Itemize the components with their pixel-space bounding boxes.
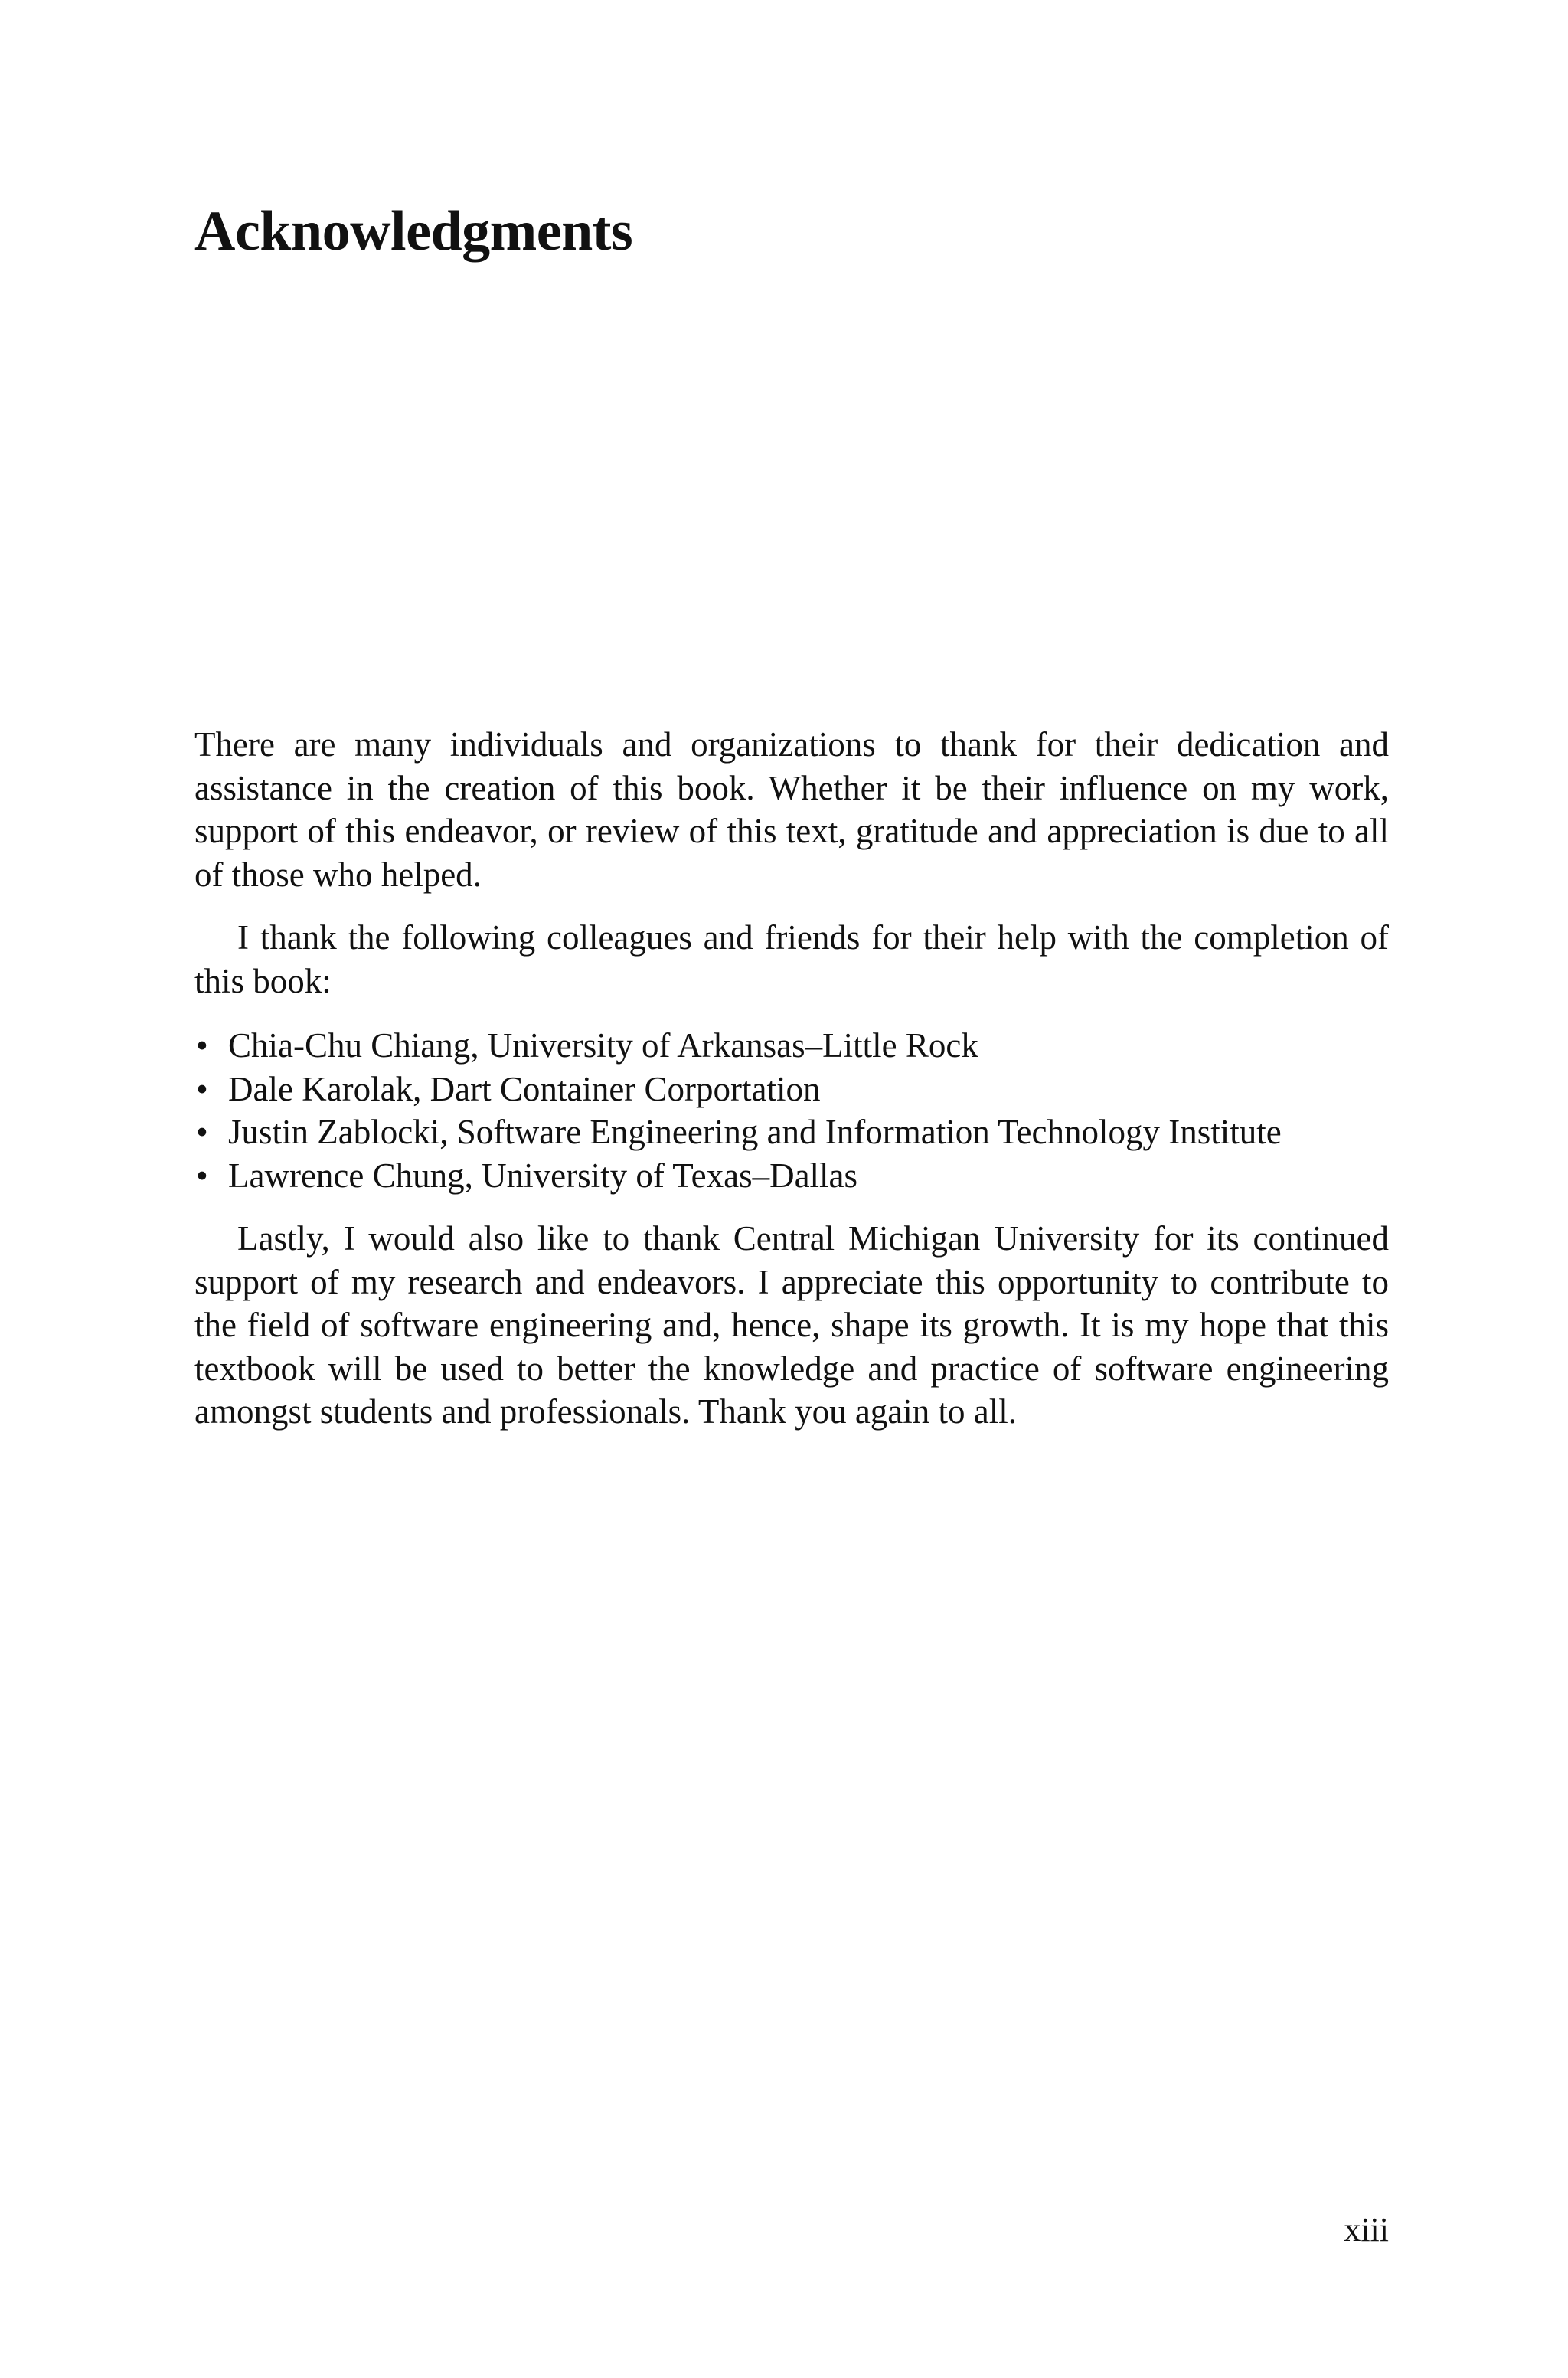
page-number: xiii [1344,2211,1389,2249]
bullet-marker: • [196,1069,208,1108]
closing-paragraph: Lastly, I would also like to thank Central Michigan University for its continued support of my research and endeavors. I appreciate this opportunity to contribute to the field of software engineering and, hence, shape its growth. It is my hope that this textbook will be used to better the knowledge and practice of software engineering amongst students and professionals. Thank you again to all. [194,1219,1389,1431]
colleagues-intro-paragraph: I thank the following colleagues and friends for their help with the completion of this book: [194,918,1389,1000]
list-item [194,1024,1389,1068]
bullet-marker: • [196,1113,208,1151]
intro-paragraph: There are many individuals and organizations to thank for their dedication and assistance in the creation of this book. Whether it be their influence on my work, support of this endeavor, or review of this text, gratitude and appreciation is due to all of those who helped. [194,725,1389,894]
list-item [194,1110,1389,1154]
colleague-name: Dale Karolak, Dart Container Corportation [228,1069,821,1108]
colleague-list [194,1024,1389,1197]
list-item [194,1154,1389,1198]
bullet-marker: • [196,1026,208,1065]
page-title: Acknowledgments [194,200,633,263]
colleague-name: Justin Zablocki, Software Engineering and Information Technology Institute [228,1113,1282,1151]
list-item [194,1068,1389,1111]
colleague-name: Lawrence Chung, University of Texas–Dallas [228,1156,858,1195]
body-text [194,723,1389,1434]
bullet-marker: • [196,1156,208,1195]
colleague-name: Chia-Chu Chiang, University of Arkansas–Little Rock [228,1026,978,1065]
